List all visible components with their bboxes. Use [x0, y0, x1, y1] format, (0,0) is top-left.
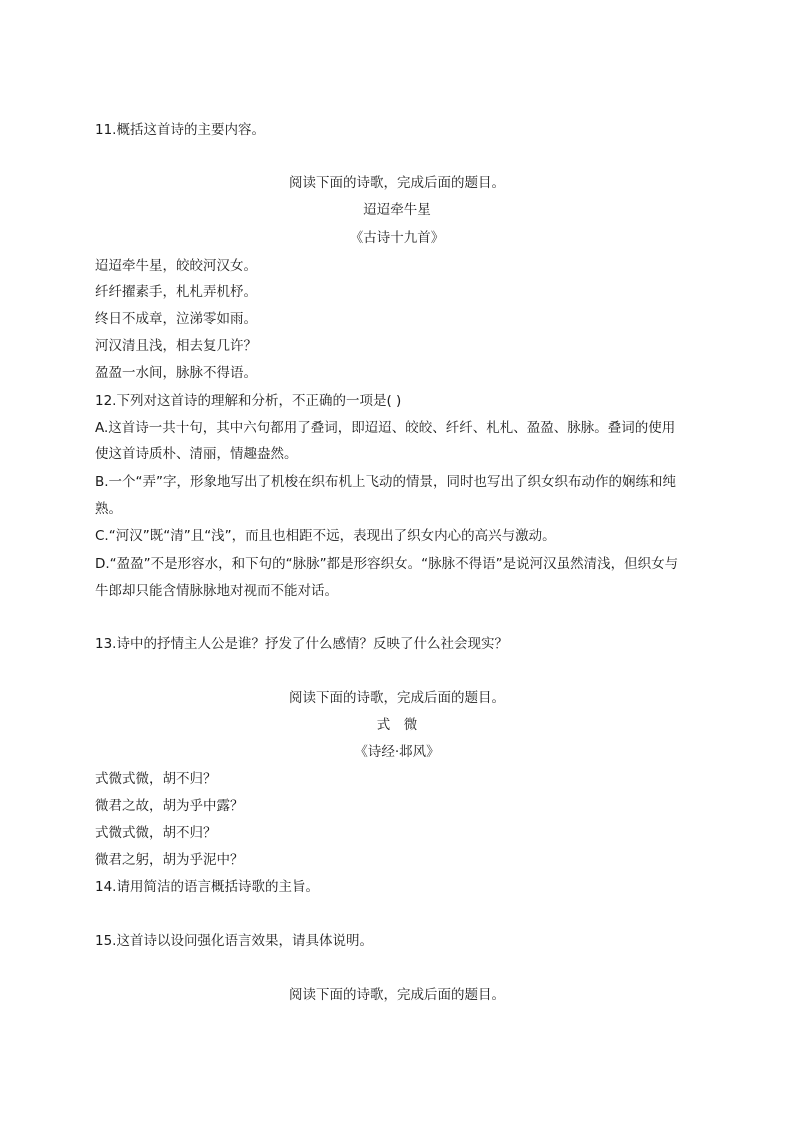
question-11: 11.概括这首诗的主要内容。 [95, 122, 265, 138]
question-12-stem: 12.下列对这首诗的理解和分析，不正确的一项是( ) [95, 393, 402, 409]
question-12-option-a-line-2: 使这首诗质朴、清丽，情趣盎然。 [95, 446, 298, 462]
question-12-option-b-line-1: B.一个“弄”字，形象地写出了机梭在织布机上飞动的情景，同时也写出了织女织布动作的娴练和纯 [95, 474, 677, 490]
question-13: 13.诗中的抒情主人公是谁？抒发了什么感情？反映了什么社会现实？ [95, 636, 508, 652]
question-12-option-d-line-1: D.“盈盈”不是形容水，和下句的“脉脉”都是形容织女。“脉脉不得语”是说河汉虽然清浅，但织女与 [95, 556, 679, 572]
poem1-line-3: 终日不成章，泣涕零如雨。 [95, 311, 257, 327]
poem1-line-1: 迢迢牵牛星，皎皎河汉女。 [95, 258, 257, 274]
section1-poem-source: 《古诗十九首》 [349, 230, 445, 246]
poem1-line-5: 盈盈一水间，脉脉不得语。 [95, 365, 257, 381]
section2-instruction: 阅读下面的诗歌，完成后面的题目。 [289, 690, 505, 706]
question-12-option-d-line-2: 牛郎却只能含情脉脉地对视而不能对话。 [95, 583, 338, 599]
section1-instruction: 阅读下面的诗歌，完成后面的题目。 [289, 175, 505, 191]
question-12-option-c: C.“河汉”既“清”且“浅”，而且也相距不远，表现出了织女内心的高兴与激动。 [95, 528, 556, 544]
poem2-line-1: 式微式微，胡不归？ [95, 771, 217, 787]
question-12-option-b-line-2: 熟。 [95, 501, 122, 517]
section1-poem-title: 迢迢牵牛星 [363, 202, 431, 218]
section2-poem-source: 《诗经·邶风》 [354, 744, 440, 760]
poem2-line-4: 微君之躬，胡为乎泥中？ [95, 852, 244, 868]
poem2-line-3: 式微式微，胡不归？ [95, 825, 217, 841]
poem1-line-4: 河汉清且浅，相去复几许？ [95, 338, 257, 354]
poem2-line-2: 微君之故，胡为乎中露？ [95, 798, 244, 814]
question-12-option-a-line-1: A.这首诗一共十句，其中六句都用了叠词，即迢迢、皎皎、纤纤、札札、盈盈、脉脉。叠词的使用 [95, 420, 676, 436]
poem1-line-2: 纤纤擢素手，札札弄机杼。 [95, 284, 257, 300]
question-14: 14.请用简洁的语言概括诗歌的主旨。 [95, 879, 319, 895]
question-15: 15.这首诗以设问强化语言效果，请具体说明。 [95, 933, 373, 949]
section3-instruction: 阅读下面的诗歌，完成后面的题目。 [289, 987, 505, 1003]
section2-poem-title: 式 微 [376, 717, 418, 733]
